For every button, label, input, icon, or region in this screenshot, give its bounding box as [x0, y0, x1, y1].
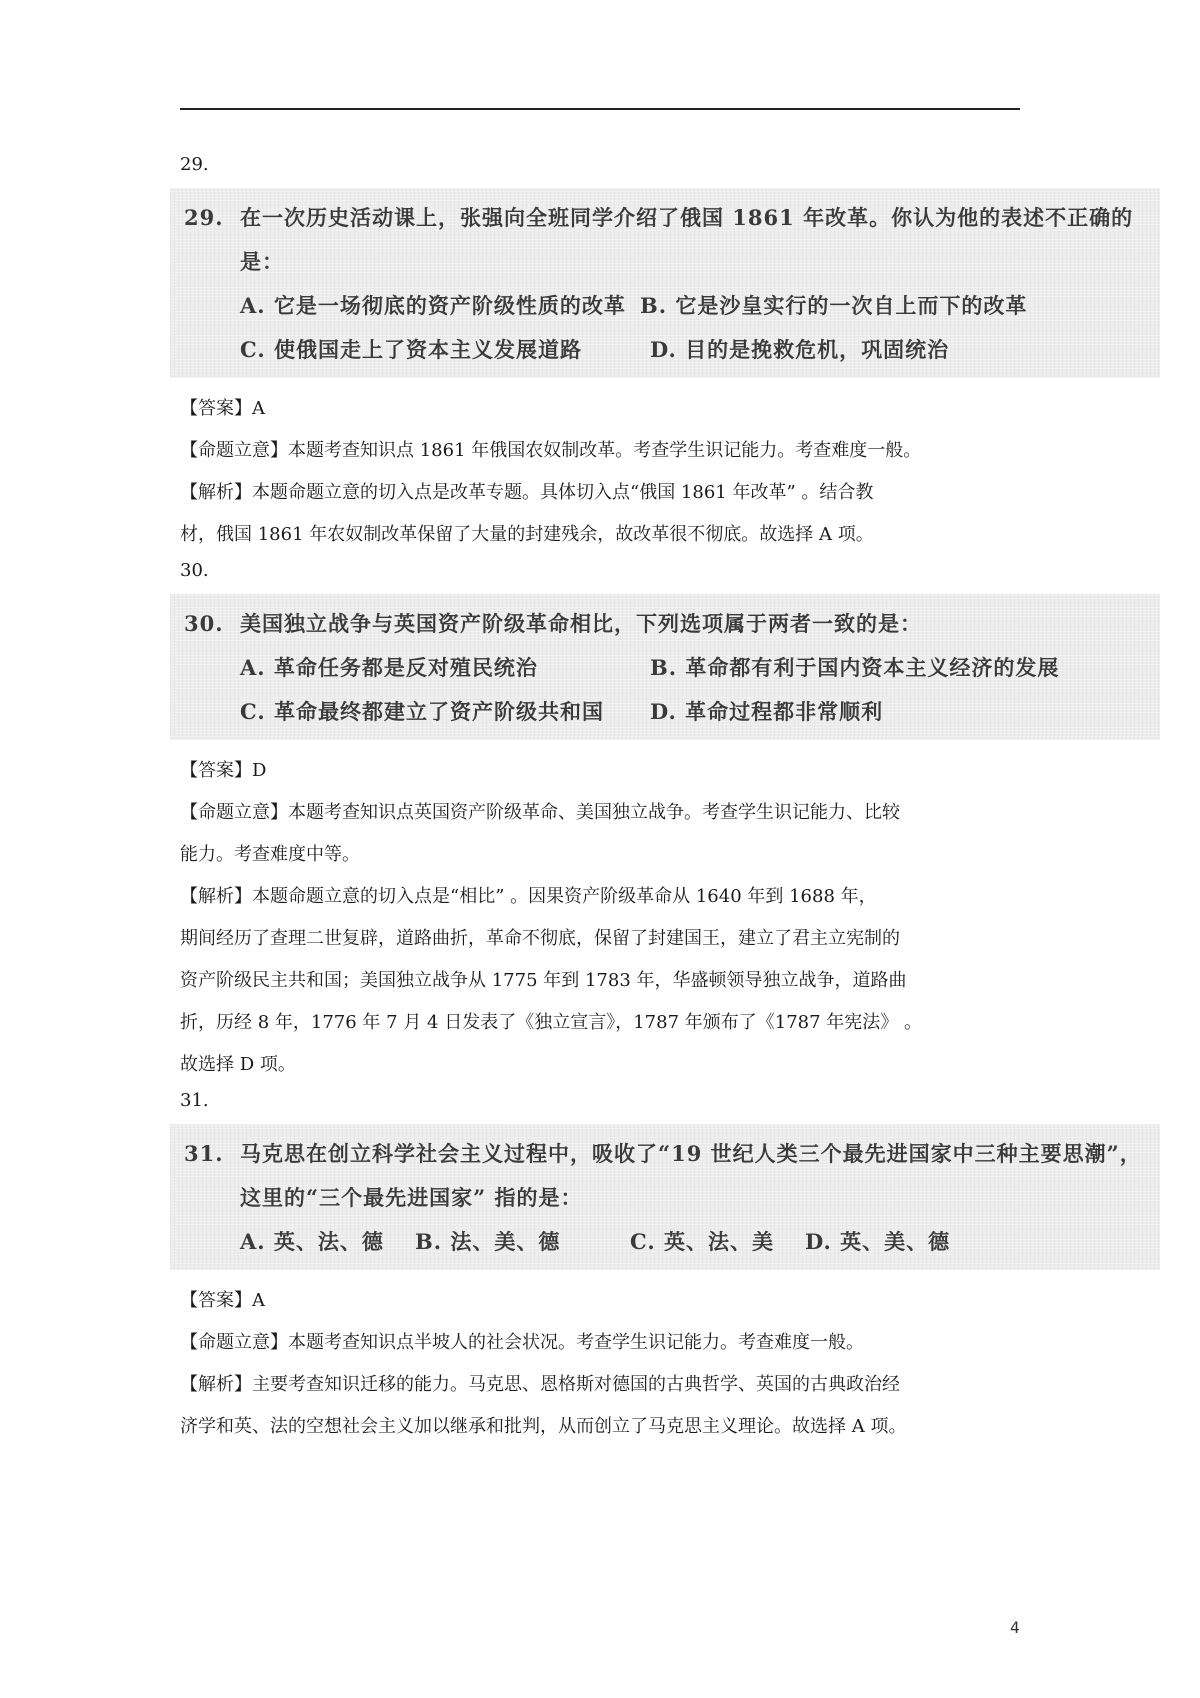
intent-line: 【命题立意】本题考查知识点 1861 年俄国农奴制改革。考查学生识记能力。考查难度一般。 — [180, 440, 922, 461]
scan-question-stem: 美国独立战争与英国资产阶级革命相比，下列选项属于两者一致的是： — [240, 611, 922, 636]
scan-option-d: D. 目的是挽救危机，巩固统治 — [650, 337, 950, 362]
scan-question-stem: 在一次历史活动课上，张强向全班同学介绍了俄国 1861 年改革。你认为他的表述不正确的是： — [240, 205, 1134, 274]
question-number: 31. — [180, 1090, 209, 1111]
question-number: 29. — [180, 154, 209, 175]
scan-option-a: A. 革命任务都是反对殖民统治 — [240, 655, 538, 680]
header-rule — [180, 108, 1020, 110]
scan-option-d: D. 革命过程都非常顺利 — [650, 699, 884, 724]
scan-option-d: D. 英、美、德 — [805, 1229, 951, 1254]
scan-question-number: 31. — [184, 1141, 224, 1166]
scan-option-a: A. 它是一场彻底的资产阶级性质的改革 — [240, 293, 626, 318]
page-number: 4 — [1010, 1618, 1020, 1637]
scan-option-a: A. 英、法、德 — [240, 1229, 384, 1254]
analysis-line: 【解析】本题命题立意的切入点是改革专题。具体切入点“俄国 1861 年改革” 。结合教 — [180, 482, 874, 503]
scan-question-number: 29. — [184, 205, 224, 230]
question-scan-image — [170, 188, 1160, 378]
intent-line: 【命题立意】本题考查知识点英国资产阶级革命、美国独立战争。考查学生识记能力、比较 — [180, 802, 900, 823]
answer-line: 【答案】A — [180, 398, 265, 419]
analysis-line: 【解析】本题命题立意的切入点是“相比” 。因果资产阶级革命从 1640 年到 1688 年， — [180, 886, 877, 907]
scan-option-b: B. 它是沙皇实行的一次自上而下的改革 — [640, 293, 1028, 318]
answer-line: 【答案】A — [180, 1290, 265, 1311]
answer-line: 【答案】D — [180, 760, 267, 781]
intent-line: 能力。考查难度中等。 — [180, 844, 360, 865]
analysis-line: 【解析】主要考查知识迁移的能力。马克思、恩格斯对德国的古典哲学、英国的古典政治经 — [180, 1374, 900, 1395]
page-content — [180, 150, 1160, 1448]
intent-line: 【命题立意】本题考查知识点半坡人的社会状况。考查学生识记能力。考查难度一般。 — [180, 1332, 864, 1353]
scan-option-c: C. 使俄国走上了资本主义发展道路 — [240, 337, 582, 362]
scan-question-stem: 马克思在创立科学社会主义过程中，吸收了“19 世纪人类三个最先进国家中三种主要思潮”，这里的“三个最先进国家” 指的是： — [240, 1141, 1142, 1210]
scan-question-number: 30. — [184, 611, 224, 636]
analysis-line: 期间经历了查理二世复辟，道路曲折，革命不彻底，保留了封建国王，建立了君主立宪制的 — [180, 928, 900, 949]
analysis-line: 折，历经 8 年，1776 年 7 月 4 日发表了《独立宣言》，1787 年颁布了《1787 年宪法》 。 — [180, 1012, 922, 1033]
scan-option-b: B. 革命都有利于国内资本主义经济的发展 — [650, 655, 1060, 680]
question-scan-image — [170, 594, 1160, 740]
analysis-line: 济学和英、法的空想社会主义加以继承和批判，从而创立了马克思主义理论。故选择 A 项。 — [180, 1416, 907, 1437]
scan-option-b: B. 法、美、德 — [415, 1229, 561, 1254]
question-scan-image — [170, 1124, 1160, 1270]
question-number: 30. — [180, 560, 209, 581]
scan-option-c: C. 英、法、美 — [630, 1229, 774, 1254]
analysis-line: 资产阶级民主共和国；美国独立战争从 1775 年到 1783 年，华盛顿领导独立战争，道路曲 — [180, 970, 907, 991]
analysis-line: 材，俄国 1861 年农奴制改革保留了大量的封建残余，故改革很不彻底。故选择 A 项。 — [180, 524, 874, 545]
analysis-line: 故选择 D 项。 — [180, 1054, 296, 1075]
scan-option-c: C. 革命最终都建立了资产阶级共和国 — [240, 699, 604, 724]
